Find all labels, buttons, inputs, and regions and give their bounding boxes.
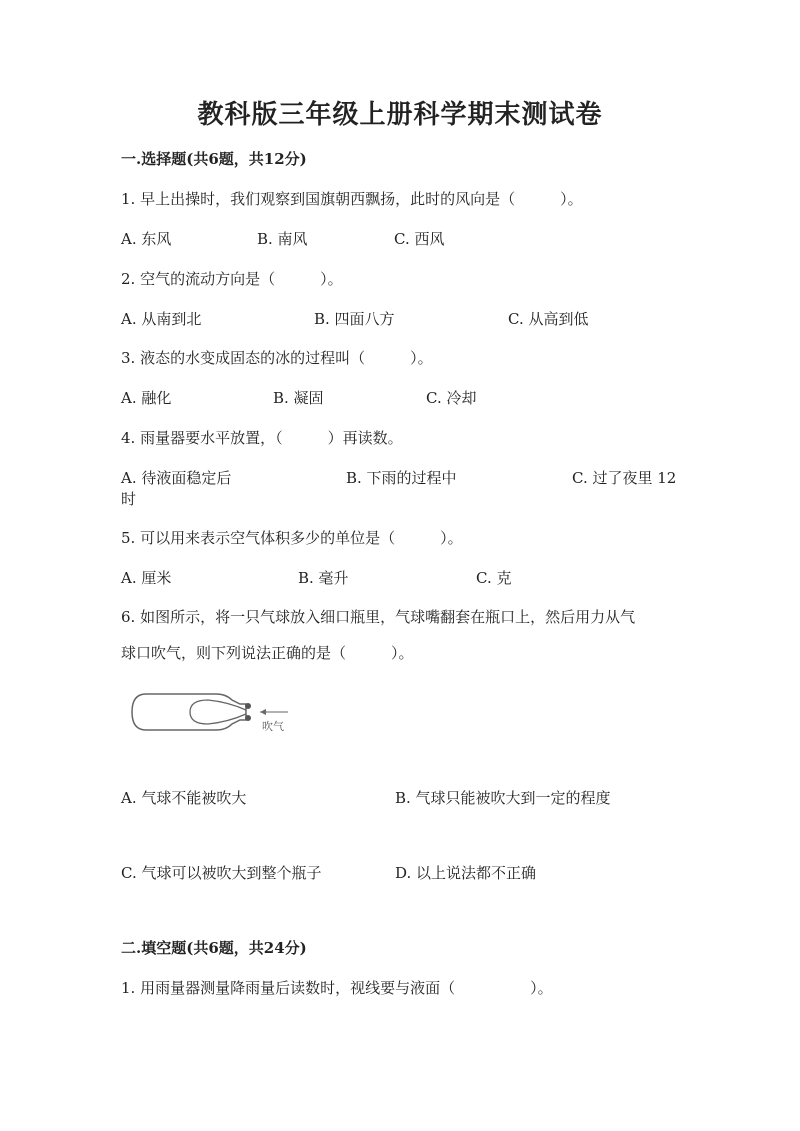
q4-option-c: C. 过了夜里 12 xyxy=(572,469,677,487)
section-heading-choice: 一.选择题(共6题，共12分) xyxy=(121,150,307,168)
question-1: 1. 早上出操时，我们观察到国旗朝西飘扬，此时的风向是（ ）。 xyxy=(121,190,583,208)
q4-option-a: A. 待液面稳定后 xyxy=(121,469,232,487)
question-4: 4. 雨量器要水平放置，（ ）再读数。 xyxy=(121,429,403,447)
question-3: 3. 液态的水变成固态的冰的过程叫（ ）。 xyxy=(121,349,433,367)
q3-option-a: A. 融化 xyxy=(121,389,172,407)
q4-option-b: B. 下雨的过程中 xyxy=(346,469,457,487)
fill-question-1: 1. 用雨量器测量降雨量后读数时，视线要与液面（ ）。 xyxy=(121,979,553,997)
q6-option-c: C. 气球可以被吹大到整个瓶子 xyxy=(121,864,322,882)
question-6-line-1: 6. 如图所示，将一只气球放入细口瓶里，气球嘴翻套在瓶口上，然后用力从气 xyxy=(121,608,636,626)
q2-option-b: B. 四面八方 xyxy=(314,310,395,328)
q1-option-b: B. 南风 xyxy=(257,230,308,248)
question-6-line-2: 球口吹气，则下列说法正确的是（ ）。 xyxy=(121,644,414,662)
q6-option-d: D. 以上说法都不正确 xyxy=(395,864,537,882)
q4-option-c-continued: 时 xyxy=(121,490,137,508)
q5-option-b: B. 毫升 xyxy=(298,569,349,587)
q3-option-c: C. 冷却 xyxy=(426,389,477,407)
q6-option-b: B. 气球只能被吹大到一定的程度 xyxy=(395,789,611,807)
q1-option-a: A. 东风 xyxy=(121,230,172,248)
q6-option-a: A. 气球不能被吹大 xyxy=(121,789,247,807)
figure-blow-label: 吹气 xyxy=(262,720,284,733)
question-2: 2. 空气的流动方向是（ ）。 xyxy=(121,270,343,288)
q2-option-a: A. 从南到北 xyxy=(121,310,202,328)
q2-option-c: C. 从高到低 xyxy=(508,310,589,328)
q5-option-a: A. 厘米 xyxy=(121,569,172,587)
q3-option-b: B. 凝固 xyxy=(273,389,324,407)
page-title: 教科版三年级上册科学期末测试卷 xyxy=(197,100,603,130)
section-heading-fill-blank: 二.填空题(共6题，共24分) xyxy=(121,939,307,957)
q1-option-c: C. 西风 xyxy=(394,230,445,248)
question-5: 5. 可以用来表示空气体积多少的单位是（ ）。 xyxy=(121,529,463,547)
q5-option-c: C. 克 xyxy=(476,569,512,587)
